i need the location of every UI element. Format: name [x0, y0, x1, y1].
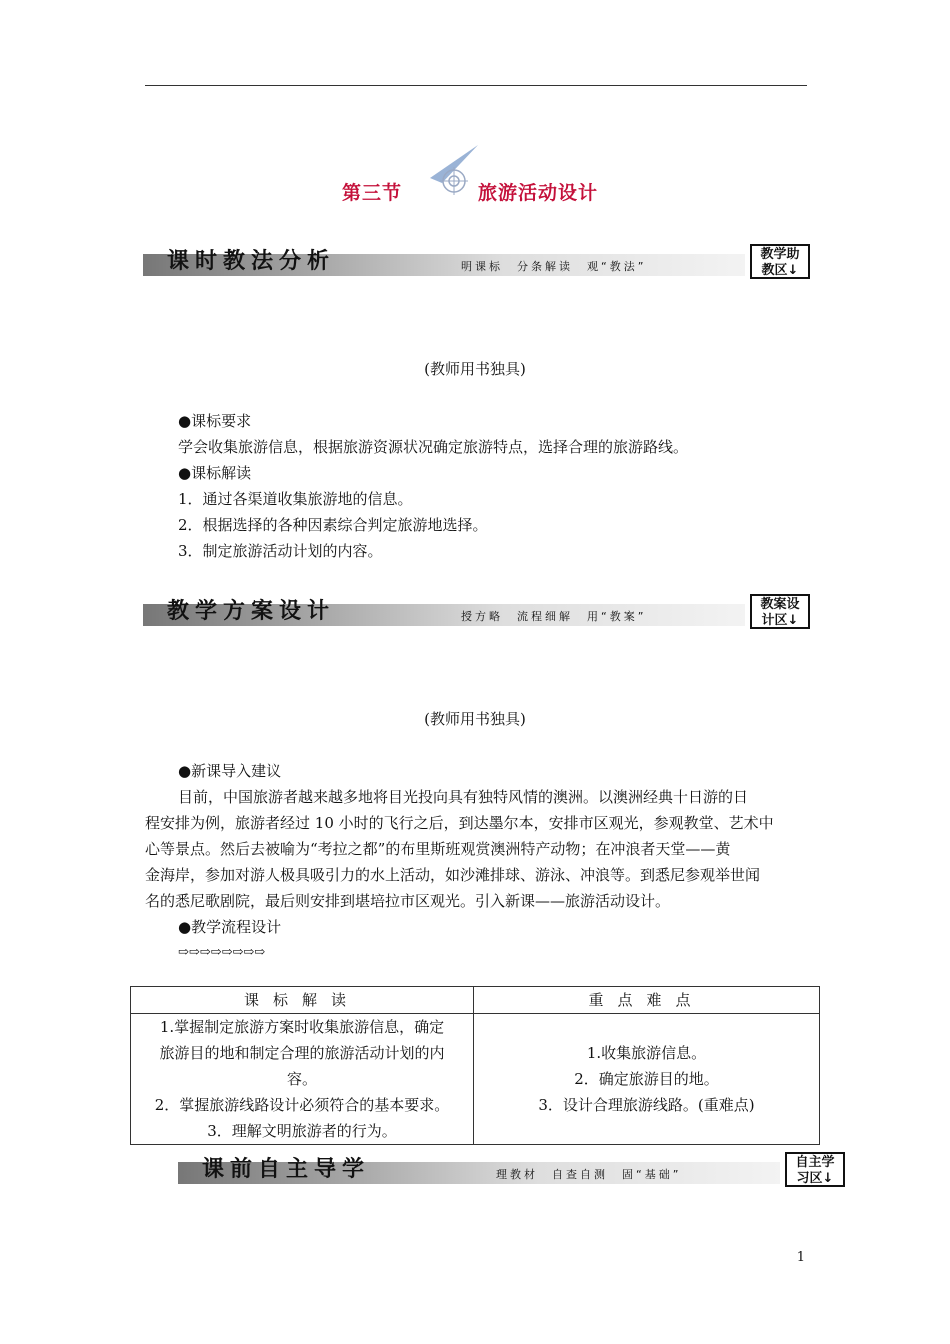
- cell-line: 旅游目的地和制定合理的旅游活动计划的内: [159, 1044, 445, 1062]
- box-line: 教案设: [760, 597, 800, 612]
- flow-arrows: ⇨⇨⇨⇨⇨⇨⇨⇨: [178, 945, 266, 960]
- cell-line: 2．掌握旅游线路设计必须符合的基本要求。: [154, 1096, 450, 1114]
- teacher-note: (教师用书独具): [424, 360, 526, 378]
- target-arrow-icon: [428, 142, 483, 197]
- box-line: 自主学: [795, 1155, 835, 1170]
- box-line: 习区↓: [796, 1171, 834, 1186]
- table-cell: [131, 1014, 474, 1145]
- objectives-table: [130, 986, 820, 1145]
- banner-heading: 教学方案设计: [167, 599, 336, 624]
- list-item: 3．制定旅游活动计划的内容。: [178, 542, 383, 560]
- intro-line: 目前，中国旅游者越来越多地将目光投向具有独特风情的澳洲。以澳洲经典十日游的日: [178, 788, 749, 806]
- cell-line: 1.收集旅游信息。: [586, 1044, 707, 1062]
- heading-intro: ●新课导入建议: [178, 762, 282, 780]
- box-line: 教区↓: [761, 263, 799, 278]
- banner-heading: 课时教法分析: [167, 249, 336, 274]
- banner-tagline: 明课标 分条解读 观“教法”: [461, 260, 647, 273]
- teacher-note: (教师用书独具): [424, 710, 526, 728]
- cell-line: 2．确定旅游目的地。: [574, 1070, 719, 1088]
- banner-tagline: 理教材 自查自测 固“基础”: [496, 1168, 682, 1181]
- banner-lesson-analysis: [143, 242, 815, 282]
- title-block: [300, 142, 650, 212]
- table-header: 重点难点: [474, 987, 820, 1014]
- list-item: 2．根据选择的各种因素综合判定旅游地选择。: [178, 516, 488, 534]
- intro-line: 心等景点。然后去被喻为“考拉之都”的布里斯班观赏澳洲特产动物；在冲浪者天堂——黄: [145, 840, 731, 858]
- cell-line: 3．设计合理旅游线路。(重难点): [538, 1096, 755, 1114]
- banner-box: [750, 244, 810, 279]
- box-line: 教学助: [760, 247, 800, 262]
- intro-line: 程安排为例，旅游者经过 10 小时的飞行之后，到达墨尔本，安排市区观光，参观教堂、艺术中: [145, 814, 774, 832]
- banner-box: [785, 1152, 845, 1187]
- heading-requirement: ●课标要求: [178, 412, 252, 430]
- table-row: [131, 1014, 820, 1145]
- banner-box: [750, 594, 810, 629]
- banner-self-study: [178, 1150, 850, 1190]
- banner-tagline: 授方略 流程细解 用“教案”: [461, 610, 647, 623]
- box-line: 计区↓: [761, 613, 799, 628]
- section-number: 第三节: [342, 182, 403, 204]
- heading-flow: ●教学流程设计: [178, 918, 282, 936]
- table-header: 课标解读: [131, 987, 474, 1014]
- cell-line: 1.掌握制定旅游方案时收集旅游信息，确定: [159, 1018, 445, 1036]
- cell-line: 3．理解文明旅游者的行为。: [207, 1122, 397, 1140]
- requirement-text: 学会收集旅游信息，根据旅游资源状况确定旅游特点，选择合理的旅游路线。: [178, 438, 689, 456]
- top-rule: [145, 85, 807, 86]
- banner-heading: 课前自主导学: [202, 1157, 371, 1182]
- page-number: 1: [796, 1250, 805, 1265]
- intro-line: 金海岸，参加对游人极具吸引力的水上活动，如沙滩排球、游泳、冲浪等。到悉尼参观举世闻: [145, 866, 761, 884]
- cell-line: 容。: [286, 1070, 317, 1088]
- heading-interpretation: ●课标解读: [178, 464, 252, 482]
- banner-teaching-plan: [143, 592, 815, 632]
- table-row: [131, 987, 820, 1014]
- list-item: 1．通过各渠道收集旅游地的信息。: [178, 490, 413, 508]
- section-topic: 旅游活动设计: [478, 182, 599, 204]
- table-cell: [474, 1014, 820, 1145]
- intro-line: 名的悉尼歌剧院，最后则安排到堪培拉市区观光。引入新课——旅游活动设计。: [145, 892, 671, 910]
